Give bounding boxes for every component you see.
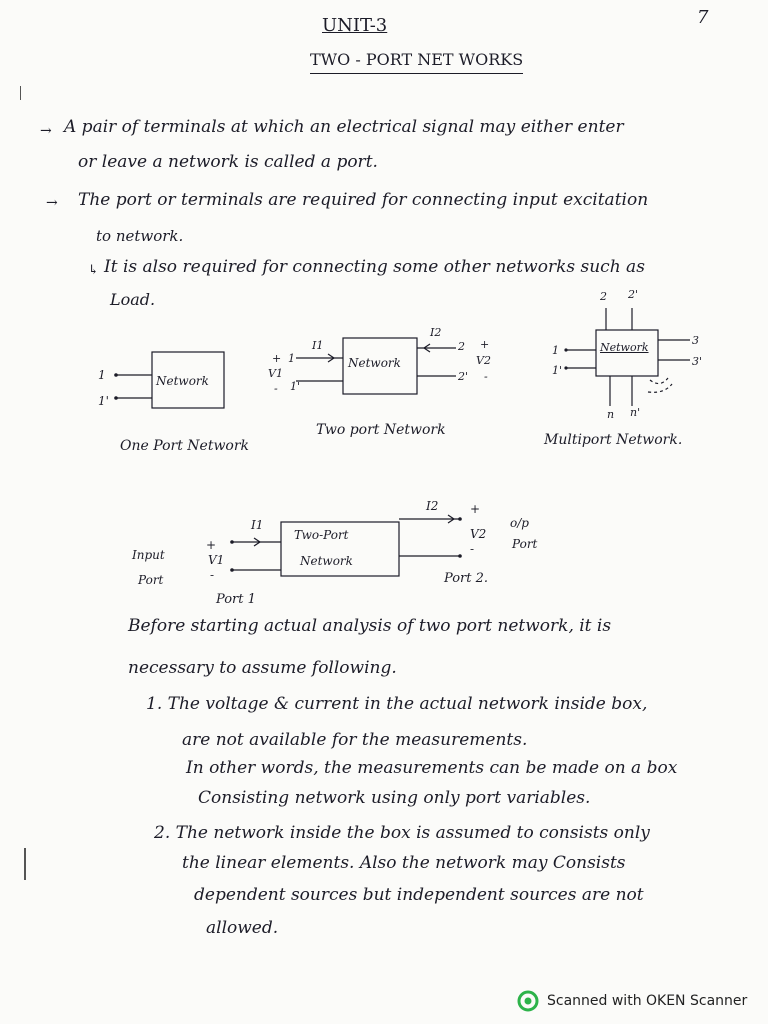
big-plus-left: + [206, 538, 217, 552]
item-2-line-2: the linear elements. Also the network may Consists [182, 853, 626, 873]
two-port-i1: I1 [312, 339, 324, 352]
multiport-t1p: 1' [552, 364, 563, 377]
big-minus-left: - [210, 568, 215, 582]
item-1-line-3: In other words, the measurements can be made on a box [186, 758, 678, 778]
two-port-n1p: 1' [290, 380, 301, 393]
multiport-tnp: n' [630, 406, 641, 419]
bullet-arrow-icon: → [40, 123, 52, 139]
big-v1: V1 [208, 553, 225, 567]
one-port-caption: One Port Network [120, 438, 250, 454]
two-port-caption: Two port Network [316, 422, 446, 438]
output-port-label-2: Port [512, 537, 538, 551]
two-port-v2: V2 [476, 354, 491, 367]
intro-line-2: or leave a network is called a port. [78, 152, 378, 172]
intro-line-1: A pair of terminals at which an electrical signal may either enter [64, 117, 624, 137]
body-para-line-1: Before starting actual analysis of two port network, it is [128, 616, 612, 636]
multiport-caption: Multiport Network. [544, 432, 683, 448]
big-v2: V2 [470, 527, 487, 541]
big-i2: I2 [426, 499, 439, 513]
footer-text: Scanned with OKEN Scanner [547, 993, 748, 1009]
intro-line-4: to network. [96, 227, 184, 245]
multiport-tn: n [607, 408, 615, 421]
two-port-plus-left: + [272, 352, 282, 365]
two-port-n2p: 2' [458, 370, 469, 383]
page-number: 7 [697, 7, 709, 28]
multiport-t2: 2 [600, 290, 607, 303]
port-1-label: Port 1 [216, 592, 256, 607]
two-port-i2: I2 [430, 326, 442, 339]
big-box-label-2: Network [300, 554, 353, 568]
multiport-label: Network [600, 341, 649, 354]
item-1-line-4: Consisting network using only port variables. [198, 788, 591, 808]
output-port-label-1: o/p [510, 516, 529, 530]
multiport-t3p: 3' [692, 355, 703, 368]
port-2-label: Port 2. [444, 571, 489, 586]
scanner-footer [517, 990, 747, 1012]
two-port-n2: 2 [458, 340, 465, 353]
two-port-n1: 1 [288, 352, 295, 365]
two-port-plus-right: + [480, 338, 490, 351]
item-2-line-4: allowed. [206, 918, 279, 938]
unit-heading: UNIT-3 [322, 15, 388, 36]
one-port-terminal-1: 1 [98, 368, 106, 382]
item-1-line-1: 1. The voltage & current in the actual network inside box, [146, 694, 648, 714]
multiport-t1: 1 [552, 344, 559, 357]
big-box-label-1: Two-Port [294, 528, 349, 542]
page-title: TWO - PORT NET WORKS [310, 50, 523, 74]
item-1-line-2: are not available for the measurements. [182, 730, 528, 750]
big-plus-right: + [470, 502, 481, 516]
intro-line-5: It is also required for connecting some other networks such as [104, 257, 645, 277]
input-port-label-2: Port [138, 573, 164, 587]
multiport-t2p: 2' [628, 288, 639, 301]
one-port-label: Network [156, 374, 209, 388]
body-para-line-2: necessary to assume following. [128, 658, 397, 678]
two-port-v1: V1 [268, 367, 283, 380]
bullet-arrow-icon: → [46, 195, 58, 211]
item-2-line-3: dependent sources but independent sources are not [194, 885, 644, 905]
big-i1: I1 [251, 518, 264, 532]
intro-line-3: The port or terminals are required for connecting input excitation [78, 190, 649, 210]
margin-mark [24, 848, 26, 880]
two-port-minus-right: - [484, 370, 488, 383]
oken-logo-icon [517, 990, 539, 1012]
item-2-line-1: 2. The network inside the box is assumed to consists only [154, 823, 650, 843]
margin-mark [20, 86, 21, 100]
two-port-minus-left: - [274, 382, 278, 395]
one-port-terminal-1p: 1' [98, 394, 109, 408]
big-minus-right: - [470, 542, 475, 556]
intro-line-6: Load. [110, 290, 156, 309]
input-port-label-1: Input [132, 548, 165, 562]
sub-arrow-icon: ↳ [88, 263, 99, 278]
multiport-t3: 3 [692, 334, 699, 347]
two-port-label: Network [348, 356, 401, 370]
